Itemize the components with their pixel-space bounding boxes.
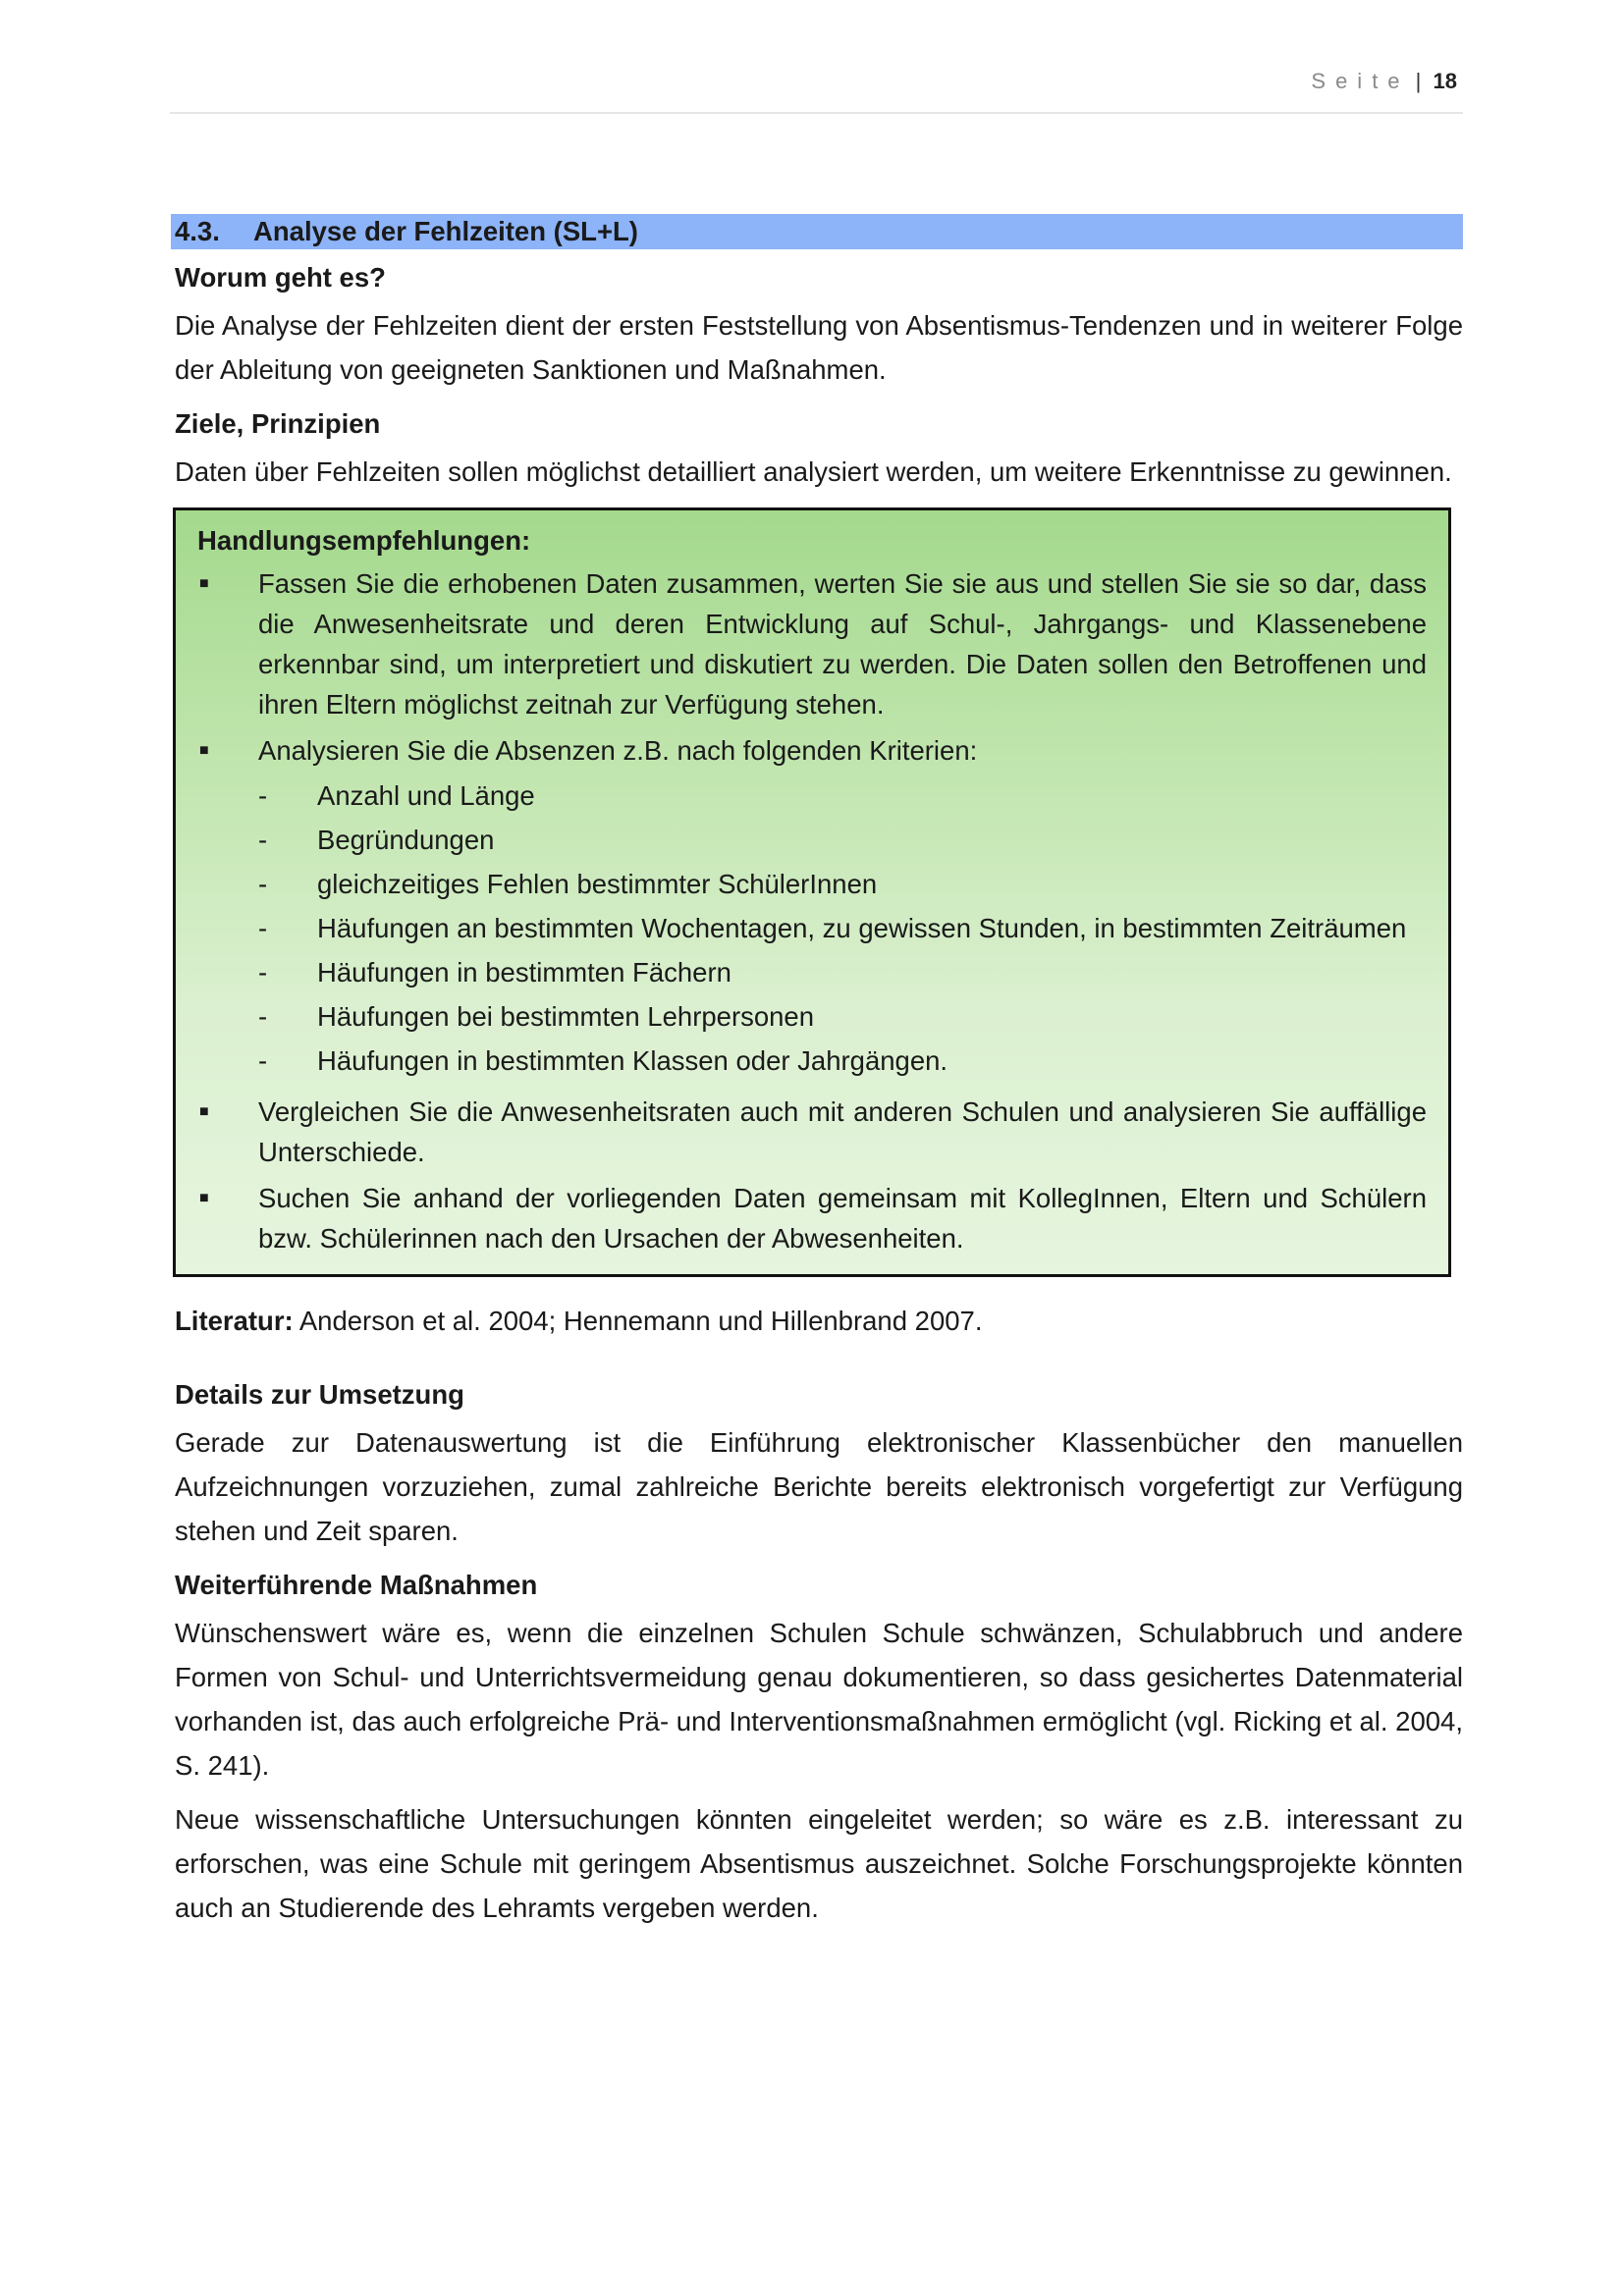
page-number-indicator [1311,67,1457,96]
recommendations-box [173,507,1451,1277]
criteria-text: Begründungen [317,825,495,855]
recommendation-text: Fassen Sie die erhobenen Daten zusammen, werten Sie sie aus und stellen Sie sie so dar, dass die Anwesenheitsrate und deren Entwicklung auf Schul-, Jahrgangs- und Klassenebene erkennbar sind, um interpretiert und diskutiert zu werden. Die Daten sollen den Betroffenen und ihren Eltern möglichst zeitnah zur Verfügung stehen. [258,568,1427,720]
recommendation-item [197,1092,1427,1172]
square-bullet-icon: ■ [199,1190,209,1206]
criteria-text: Anzahl und Länge [317,780,535,811]
section-title: Analyse der Fehlzeiten (SL+L) [253,216,638,246]
criteria-item [258,1041,1427,1081]
criteria-text: Häufungen bei bestimmten Lehrpersonen [317,1001,815,1032]
criteria-text: gleichzeitiges Fehlen bestimmter SchülerInnen [317,869,878,899]
square-bullet-icon: ■ [199,1103,209,1120]
criteria-text: Häufungen in bestimmten Klassen oder Jahrgängen. [317,1045,948,1076]
recommendations-title: Handlungsempfehlungen: [197,525,531,556]
criteria-item [258,997,1427,1037]
page-number: 18 [1433,69,1457,93]
document-body [175,214,1463,1940]
further-heading: Weiterführende Maßnahmen [175,1570,538,1600]
criteria-item [258,776,1427,816]
page-label: Seite [1311,69,1410,93]
dash-bullet: - [258,957,268,988]
criteria-item [258,953,1427,992]
worum-paragraph: Die Analyse der Fehlzeiten dient der ersten Feststellung von Absentismus-Tendenzen und in weiterer Folge der Ableitung von geeigneten Sanktionen und Maßnahmen. [175,310,1463,385]
recommendation-text: Analysieren Sie die Absenzen z.B. nach folgenden Kriterien: [258,735,978,766]
recommendation-item [197,563,1427,724]
criteria-item [258,865,1427,904]
further-paragraph: Neue wissenschaftliche Untersuchungen könnten eingeleitet werden; so wäre es z.B. interessant zu erforschen, was eine Schule mit geringem Absentismus auszeichnet. Solche Forschungsprojekte könnten auch an Studierende des Lehramts vergeben werden. [175,1804,1463,1923]
square-bullet-icon: ■ [199,742,209,759]
dash-bullet: - [258,1001,268,1032]
criteria-list [258,776,1427,1081]
dash-bullet: - [258,825,268,855]
recommendation-text-block [258,730,1427,1086]
ziele-heading: Ziele, Prinzipien [175,408,381,439]
further-paragraph: Wünschenswert wäre es, wenn die einzelnen Schulen Schule schwänzen, Schulabbruch und andere Formen von Schul- und Unterrichtsvermeidung genau dokumentieren, so dass gesichertes Datenmaterial vorhanden ist, das auch erfolgreiche Prä- und Interventionsmaßnahmen ermöglicht (vgl. Ricking et al. 2004, S. 241). [175,1618,1463,1781]
dash-bullet: - [258,869,268,899]
dash-bullet: - [258,913,268,943]
details-paragraph: Gerade zur Datenauswertung ist die Einführung elektronischer Klassenbücher den manuellen Aufzeichnungen vorzuziehen, zumal zahlreiche Berichte bereits elektronisch vorgefertigt zur Verfügung stehen und Zeit sparen. [175,1427,1463,1546]
recommendation-item [197,1178,1427,1258]
dash-bullet: - [258,1045,268,1076]
criteria-item [258,909,1427,948]
recommendation-item [197,730,1427,1086]
section-number: 4.3. [175,216,220,246]
literature-reference [175,1299,1463,1343]
square-bullet-icon: ■ [199,575,209,592]
criteria-item [258,821,1427,860]
page-separator: | [1415,69,1422,93]
ziele-paragraph: Daten über Fehlzeiten sollen möglichst detailliert analysiert werden, um weitere Erkenntnisse zu gewinnen. [175,456,1452,487]
recommendation-text: Suchen Sie anhand der vorliegenden Daten gemeinsam mit KollegInnen, Eltern und Schülern bzw. Schülerinnen nach den Ursachen der Abwesenheiten. [258,1183,1427,1254]
dash-bullet: - [258,780,268,811]
page-header [170,65,1463,114]
details-heading: Details zur Umsetzung [175,1379,464,1410]
literature-label: Literatur: [175,1306,294,1336]
literature-text: Anderson et al. 2004; Hennemann und Hillenbrand 2007. [293,1306,983,1336]
criteria-text: Häufungen in bestimmten Fächern [317,957,731,988]
section-heading [171,214,1463,249]
worum-heading: Worum geht es? [175,262,386,293]
criteria-text: Häufungen an bestimmten Wochentagen, zu gewissen Stunden, in bestimmten Zeiträumen [317,913,1407,943]
recommendation-text: Vergleichen Sie die Anwesenheitsraten auch mit anderen Schulen und analysieren Sie auffällige Unterschiede. [258,1096,1427,1167]
